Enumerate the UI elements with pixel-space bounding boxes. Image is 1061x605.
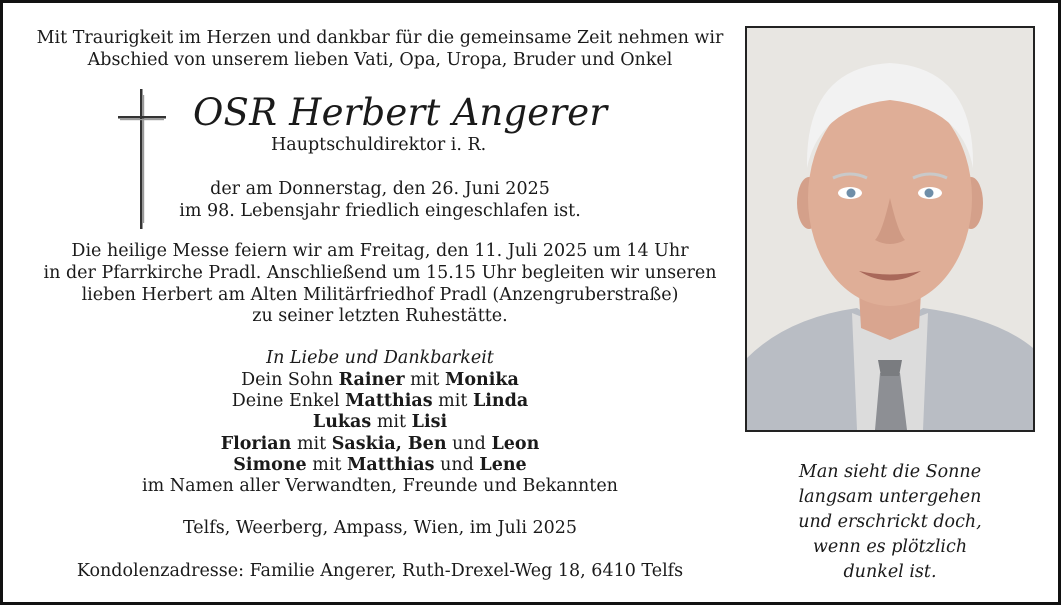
death-line-2: im 98. Lebensjahr friedlich eingeschlafen ist.: [179, 201, 581, 221]
funeral-line-3: lieben Herbert am Alten Militärfriedhof Pradl (Anzengruberstraße): [81, 285, 679, 305]
portrait-photo: [745, 26, 1035, 432]
mourner-line-grandchildren: Deine Enkel Matthias mit Linda: [231, 391, 529, 411]
poem-line: und erschrickt doch,: [798, 512, 982, 532]
poem-line: Man sieht die Sonne: [798, 462, 982, 482]
place-date: Telfs, Weerberg, Ampass, Wien, im Juli 2025: [182, 518, 578, 538]
mourner-line-lukas: Lukas mit Lisi: [312, 412, 448, 432]
poem-line: wenn es plötzlich: [812, 537, 968, 557]
deceased-name: OSR Herbert Angerer: [193, 91, 608, 134]
mourner-line-son: Dein Sohn Rainer mit Monika: [241, 370, 519, 390]
mourners-heading: In Liebe und Dankbarkeit: [266, 348, 494, 368]
funeral-line-2: in der Pfarrkirche Pradl. Anschließend um 15.15 Uhr begleiten wir unseren: [43, 263, 717, 283]
portrait-illustration: [747, 28, 1033, 430]
poem-line: langsam untergehen: [798, 487, 982, 507]
mourner-line-simone: Simone mit Matthias und Lene: [233, 455, 527, 475]
mourner-line-florian: Florian mit Saskia, Ben und Leon: [220, 434, 540, 454]
funeral-line-4: zu seiner letzten Ruhestätte.: [252, 306, 508, 326]
intro-line-2: Abschied von unserem lieben Vati, Opa, Uropa, Bruder und Onkel: [87, 50, 673, 70]
mourners-closing: im Namen aller Verwandten, Freunde und Bekannten: [142, 476, 618, 496]
poem-line: dunkel ist.: [843, 562, 937, 582]
deceased-title: Hauptschuldirektor i. R.: [271, 135, 487, 155]
funeral-line-1: Die heilige Messe feiern wir am Freitag, den 11. Juli 2025 um 14 Uhr: [71, 241, 689, 261]
poem: [745, 460, 1035, 585]
obituary-text: [23, 3, 737, 603]
death-line-1: der am Donnerstag, den 26. Juni 2025: [210, 179, 550, 199]
intro-line-1: Mit Traurigkeit im Herzen und dankbar für die gemeinsame Zeit nehmen wir: [36, 28, 724, 48]
condolence-address: Kondolenzadresse: Familie Angerer, Ruth-Drexel-Weg 18, 6410 Telfs: [76, 561, 684, 581]
